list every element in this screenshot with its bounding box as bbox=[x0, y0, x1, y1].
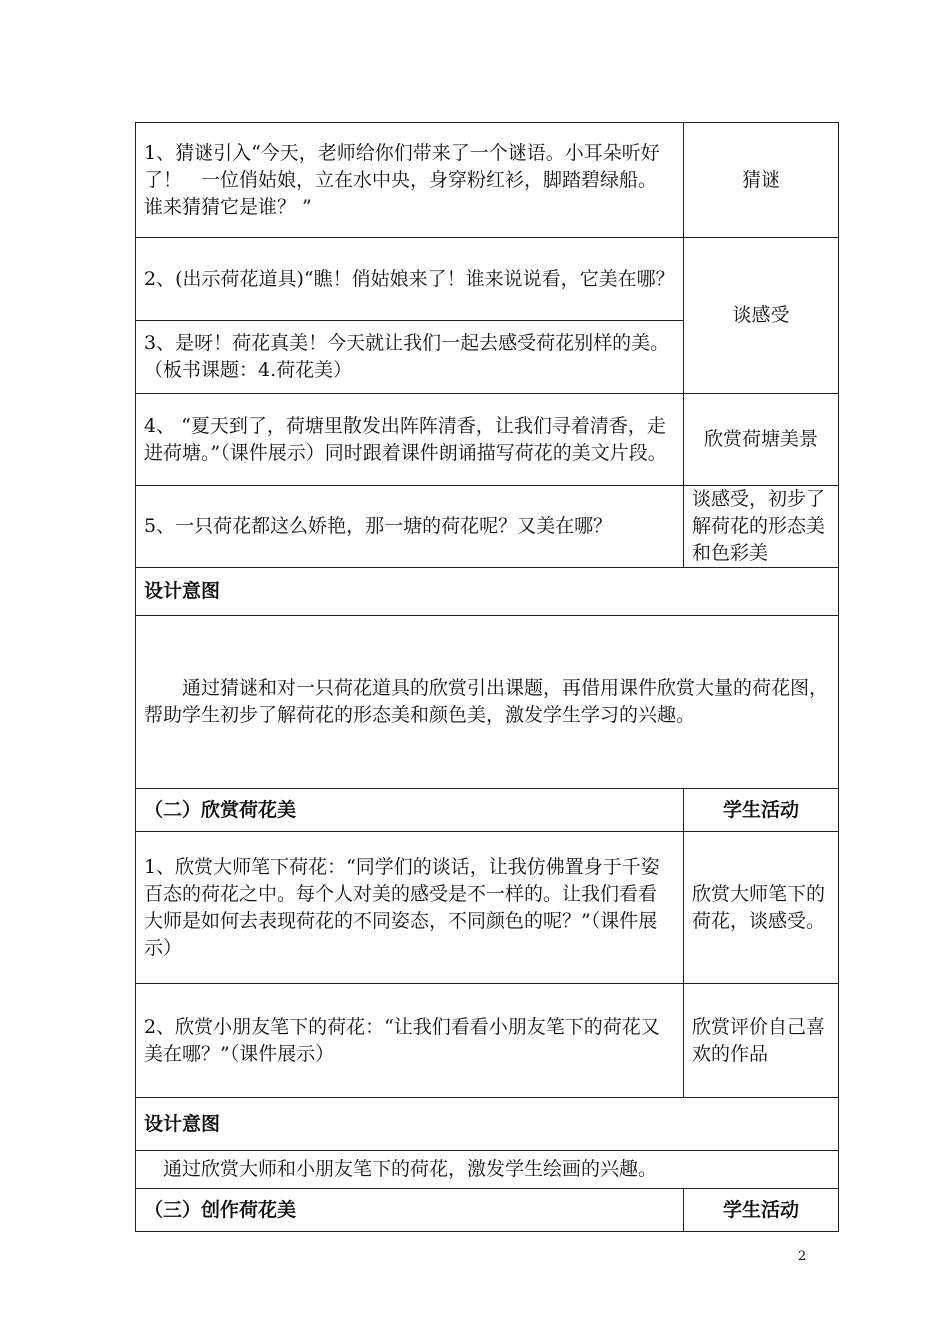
activity-text: 谈感受 bbox=[684, 238, 839, 394]
design-intent-label: 设计意图 bbox=[136, 568, 839, 616]
step-text: 1、猜谜引入“今天，老师给你们带来了一个谜语。小耳朵听好了！ 一位俏姑娘，立在水中央，身穿粉红衫，脚踏碧绿船。谁来猜猜它是谁？ ” bbox=[136, 123, 684, 238]
step-text: 1、欣赏大师笔下荷花：“同学们的谈话，让我仿佛置身于千姿百态的荷花之中。每个人对美的感受是不一样的。让我们看看大师是如何去表现荷花的不同姿态，不同颜色的呢？”（课件展示） bbox=[136, 832, 684, 984]
table-row bbox=[136, 832, 839, 984]
activity-text: 欣赏大师笔下的荷花，谈感受。 bbox=[684, 832, 839, 984]
activity-text: 谈感受，初步了解荷花的形态美和色彩美 bbox=[684, 486, 839, 568]
activity-text: 欣赏评价自己喜欢的作品 bbox=[684, 984, 839, 1098]
section-title: （二）欣赏荷花美 bbox=[136, 789, 684, 832]
section-header-row bbox=[136, 1189, 839, 1232]
step-text: 2、欣赏小朋友笔下的荷花：“让我们看看小朋友笔下的荷花又美在哪？”（课件展示） bbox=[136, 984, 684, 1098]
section-header-row bbox=[136, 789, 839, 832]
design-intent-text: 通过猜谜和对一只荷花道具的欣赏引出课题，再借用课件欣赏大量的荷花图，帮助学生初步了解荷花的形态美和颜色美，激发学生学习的兴趣。 bbox=[136, 616, 839, 789]
lesson-plan-table bbox=[135, 122, 839, 1232]
step-text: 5、一只荷花都这么娇艳，那一塘的荷花呢？又美在哪？ bbox=[136, 486, 684, 568]
design-intent-label: 设计意图 bbox=[136, 1098, 839, 1151]
activity-text: 猜谜 bbox=[684, 123, 839, 238]
step-text: 3、是呀！荷花真美！今天就让我们一起去感受荷花别样的美。（板书课题：4.荷花美） bbox=[136, 321, 684, 394]
table-row bbox=[136, 984, 839, 1098]
table-row bbox=[136, 394, 839, 486]
intent-label-row bbox=[136, 568, 839, 616]
student-activity-header: 学生活动 bbox=[684, 1189, 839, 1232]
intent-text-row bbox=[136, 1151, 839, 1189]
design-intent-text: 通过欣赏大师和小朋友笔下的荷花，激发学生绘画的兴趣。 bbox=[136, 1151, 839, 1189]
intent-label-row bbox=[136, 1098, 839, 1151]
step-text: 4、 “夏天到了，荷塘里散发出阵阵清香，让我们寻着清香，走进荷塘。”（课件展示）同时跟着课件朗诵描写荷花的美文片段。 bbox=[136, 394, 684, 486]
activity-text: 欣赏荷塘美景 bbox=[684, 394, 839, 486]
intent-text-row bbox=[136, 616, 839, 789]
table-row bbox=[136, 123, 839, 238]
table-row bbox=[136, 486, 839, 568]
page-number: 2 bbox=[798, 1249, 807, 1264]
table-row bbox=[136, 238, 839, 321]
student-activity-header: 学生活动 bbox=[684, 789, 839, 832]
section-title: （三）创作荷花美 bbox=[136, 1189, 684, 1232]
step-text: 2、(出示荷花道具)“瞧！俏姑娘来了！谁来说说看，它美在哪？ bbox=[136, 238, 684, 321]
